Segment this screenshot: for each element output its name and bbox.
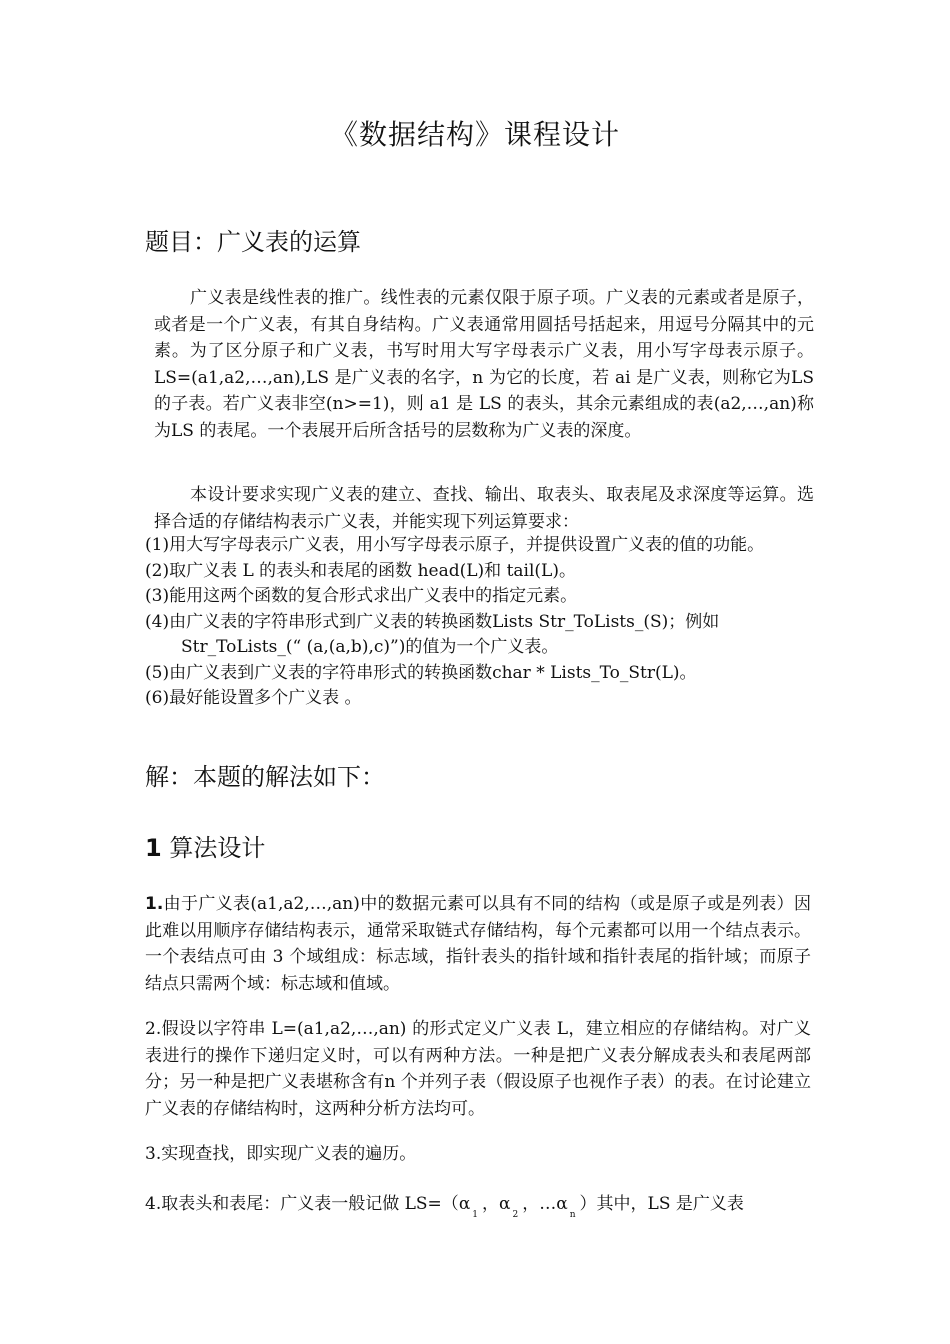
requirement-item: (5)由广义表到广义表的字符串形式的转换函数char * Lists_To_Str(L)。: [145, 662, 697, 683]
point-3: 3.实现查找，即实现广义表的遍历。: [145, 1144, 417, 1164]
subscript-n: n: [569, 1210, 576, 1220]
section-title: 算法设计: [161, 834, 266, 862]
point-1-text: 由于广义表(a1,a2,…,an)中的数据元素可以具有不同的结构（或是原子或是列表）因此难以用顺序存储结构表示，通常采取链式存储结构，每个元素都可以用一个结点表示。一个表结点可由 3 个域组成：标志域，指针表头的指针域和指针表尾的指针域；而原子结点只需两个域：标志域和值域。: [145, 894, 811, 994]
point-1-number: 1.: [145, 894, 164, 914]
subscript-2: 2: [512, 1210, 519, 1220]
requirement-item: (4)由广义表的字符串形式到广义表的转换函数Lists Str_ToLists_(S)；例如 Str_ToLists_(“ (a,(a,b),c)”)的值为一个广义表。: [145, 611, 720, 657]
requirement-item: (1)用大写字母表示广义表，用小写字母表示原子，并提供设置广义表的值的功能。: [145, 535, 765, 555]
requirements-list: [145, 533, 811, 712]
alpha-symbol: α: [499, 1194, 511, 1214]
topic-heading: 题目：广义表的运算: [145, 228, 361, 256]
section-number: 1: [145, 834, 162, 862]
intro-paragraph-1: 广义表是线性表的推广。线性表的元素仅限于原子项。广义表的元素或者是原子，或者是一个广义表，有其自身结构。广义表通常用圆括号括起来，用逗号分隔其中的元素。为了区分原子和广义表，书写时用大写字母表示广义表，用小写字母表示原子。LS=(a1,a2,…,an),LS 是广义表的名字，n 为它的长度，若 ai 是广义表，则称它为LS 的子表。若广义表非空(n>=1)，则 a1 是 LS 的表头，其余元素组成的表(a2,…,an)称为LS 的表尾。一个表展开后所含括号的层数称为广义表的深度。: [154, 288, 814, 441]
requirement-item: (6)最好能设置多个广义表 。: [145, 688, 362, 708]
section-heading: [145, 828, 265, 863]
alpha-symbol: α: [556, 1194, 568, 1214]
page-title: 《数据结构》课程设计: [329, 118, 620, 151]
requirement-item: (2)取广义表 L 的表头和表尾的函数 head(L)和 tail(L)。: [145, 560, 576, 581]
point-4-suffix: ）其中，LS 是广义表: [579, 1194, 744, 1214]
requirement-item: (3)能用这两个函数的复合形式求出广义表中的指定元素。: [145, 586, 578, 606]
point-4: [145, 1191, 811, 1229]
intro-paragraph-2: 本设计要求实现广义表的建立、查找、输出、取表头、取表尾及求深度等运算。选择合适的存储结构表示广义表，并能实现下列运算要求：: [154, 485, 814, 532]
point-1: [145, 891, 811, 997]
alpha-symbol: α: [458, 1194, 471, 1214]
ellipsis: ，…: [522, 1194, 557, 1214]
separator: ，: [482, 1194, 500, 1214]
solution-heading: 解：本题的解法如下：: [145, 763, 385, 791]
subscript-1: 1: [472, 1210, 479, 1220]
point-2: 2.假设以字符串 L=(a1,a2,…,an) 的形式定义广义表 L，建立相应的存储结构。对广义表进行的操作下递归定义时，可以有两种方法。一种是把广义表分解成表头和表尾两部分；另一种是把广义表堪称含有n 个并列子表（假设原子也视作子表）的表。在讨论建立广义表的存储结构时，这两种分析方法均可。: [145, 1019, 811, 1119]
point-4-prefix: 4.取表头和表尾：广义表一般记做 LS=（: [145, 1194, 459, 1214]
